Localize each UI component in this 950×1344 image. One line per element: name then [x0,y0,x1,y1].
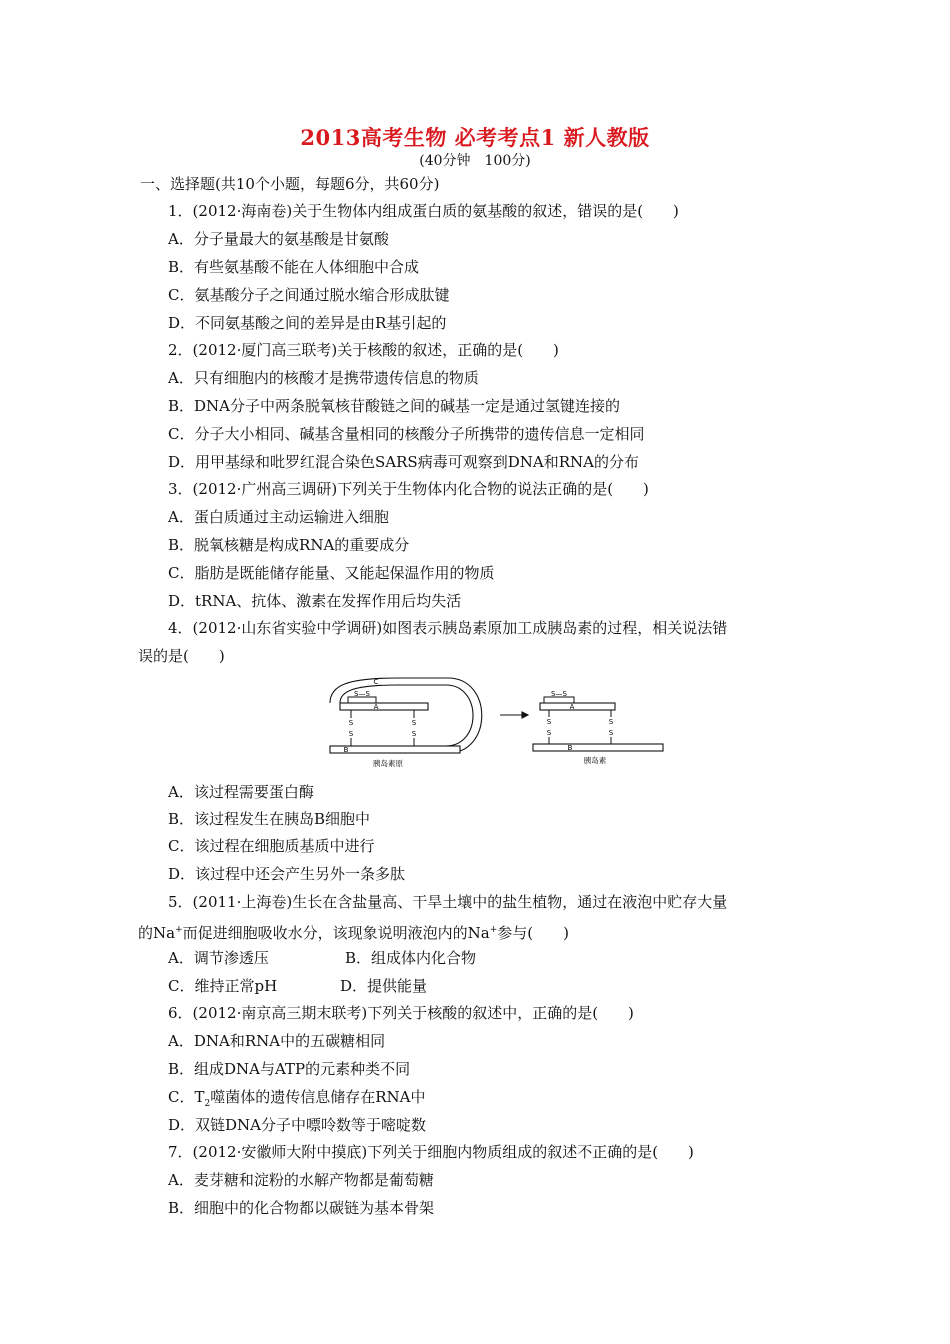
insulin-s-label: S [608,729,614,737]
question-6-option-b: B．组成DNA与ATP的元素种类不同 [168,1060,411,1078]
question-7-option-b: B．细胞中的化合物都以碳链为基本骨架 [168,1199,435,1217]
question-4-stem-line2: 误的是( ) [138,647,225,665]
proinsulin-b-chain [330,746,460,753]
question-1-option-d: D．不同氨基酸之间的差异是由R基引起的 [168,314,447,332]
proinsulin-s-label: S [411,730,417,738]
question-5-option-d: D．提供能量 [340,977,428,995]
proinsulin-s-label: S [411,719,417,727]
question-4-option-a: A．该过程需要蛋白酶 [168,783,314,801]
question-5-stem-line1: 5．(2011·上海卷)生长在含盐量高、干旱土壤中的盐生植物，通过在液泡中贮存大量 [168,893,728,911]
page-subtitle: (40分钟 100分) [419,153,531,169]
question-5-option-c: C．维持正常pH [168,977,278,995]
question-7-stem: 7．(2012·安徽师大附中摸底)下列关于细胞内物质组成的叙述不正确的是( ) [168,1143,694,1161]
question-4-stem-line1: 4．(2012·山东省实验中学调研)如图表示胰岛素原加工成胰岛素的过程，相关说法错 [168,619,728,637]
question-4-option-b: B．该过程发生在胰岛B细胞中 [168,810,371,828]
question-1-stem: 1．(2012·海南卷)关于生物体内组成蛋白质的氨基酸的叙述，错误的是( ) [168,202,679,220]
insulin-caption: 胰岛素 [583,756,607,765]
question-5-stem-line2: 的Na+而促进细胞吸收水分，该现象说明液泡内的Na+参与( ) [138,924,569,942]
insulin-s-label: S [546,718,552,726]
proinsulin-figure [330,678,482,753]
question-1-option-c: C．氨基酸分子之间通过脱水缩合形成肽键 [168,286,450,304]
proinsulin-s-label: S [348,730,354,738]
insulin-s-label: S [546,729,552,737]
question-1-option-b: B．有些氨基酸不能在人体细胞中合成 [168,258,420,276]
proinsulin-a-chain [340,703,428,710]
question-6-stem: 6．(2012·南京高三期末联考)下列关于核酸的叙述中，正确的是( ) [168,1004,634,1022]
proinsulin-s-label: S [348,719,354,727]
question-5-option-b: B．组成体内化合物 [345,949,477,967]
question-7-option-a: A．麦芽糖和淀粉的水解产物都是葡萄糖 [168,1171,434,1189]
proinsulin-c-label: C [373,678,379,686]
section-heading: 一、选择题(共10个小题，每题6分，共60分) [140,175,440,193]
insulin-processing-diagram [318,673,666,769]
question-1-option-a: A．分子量最大的氨基酸是甘氨酸 [168,230,389,248]
insulin-a-chain [540,703,615,710]
question-4-option-c: C．该过程在细胞质基质中进行 [168,837,375,855]
question-3-option-b: B．脱氧核糖是构成RNA的重要成分 [168,536,410,554]
question-6-option-c: C．$T_2$噬菌体的遗传信息储存在RNA中 [168,1088,426,1109]
question-2-option-d: D．用甲基绿和吡罗红混合染色SARS病毒可观察到DNA和RNA的分布 [168,453,639,471]
insulin-a-label: A [569,703,575,711]
question-3-option-d: D．tRNA、抗体、激素在发挥作用后均失活 [168,592,462,610]
question-3-option-a: A．蛋白质通过主动运输进入细胞 [168,508,389,526]
question-3-stem: 3．(2012·广州高三调研)下列关于生物体内化合物的说法正确的是( ) [168,480,649,498]
question-3-option-c: C．脂肪是既能储存能量、又能起保温作用的物质 [168,564,495,582]
insulin-intra-ss-label: S—S [551,690,567,698]
question-2-option-c: C．分子大小相同、碱基含量相同的核酸分子所携带的遗传信息一定相同 [168,425,645,443]
insulin-s-label: S [608,718,614,726]
proinsulin-intra-ss-label: S—S [354,690,370,698]
proinsulin-a-label: A [373,703,379,711]
question-2-option-a: A．只有细胞内的核酸才是携带遗传信息的物质 [168,369,479,387]
page-title: 2013高考生物 必考考点1 新人教版 [300,125,650,150]
insulin-b-chain [533,744,663,751]
question-2-option-b: B．DNA分子中两条脱氧核苷酸链之间的碱基一定是通过氢键连接的 [168,397,621,415]
question-6-option-d: D．双链DNA分子中嘌呤数等于嘧啶数 [168,1116,427,1134]
insulin-b-label: B [567,744,573,752]
question-2-stem: 2．(2012·厦门高三联考)关于核酸的叙述，正确的是( ) [168,341,559,359]
question-4-option-d: D．该过程中还会产生另外一条多肽 [168,865,406,883]
process-arrow [500,712,528,718]
proinsulin-b-label: B [343,746,349,754]
question-5-option-a: A．调节渗透压 [168,949,269,967]
proinsulin-caption: 胰岛素原 [373,759,403,768]
question-6-option-a: A．DNA和RNA中的五碳糖相同 [168,1032,386,1050]
